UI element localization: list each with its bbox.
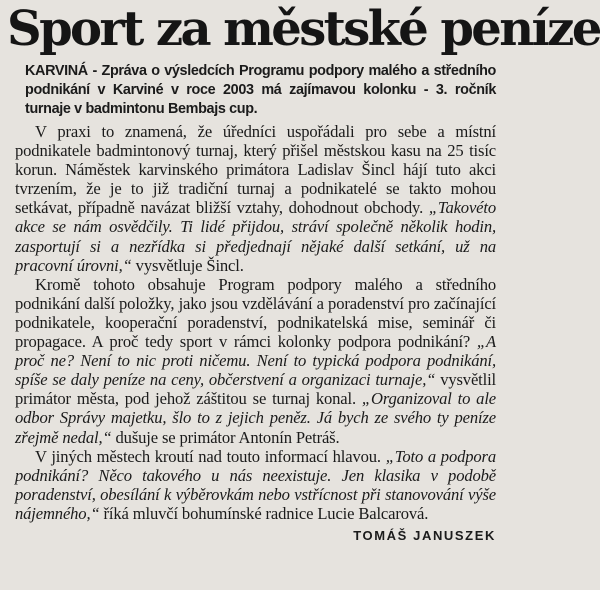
paragraph-text: vysvětlil primátor města, pod jehož záštitou se turnaj konal.	[15, 370, 496, 409]
paragraph-text: říká mluvčí bohumínské radnice Lucie Balcarová.	[99, 503, 429, 523]
quote-text: „Organizoval to ale odbor Správy majetku, šlo to z jejich peněz. Já bych ze svého ty peníze zřejmě nedal,“	[15, 389, 496, 447]
quote-text: „Toto a podpora podnikání? Něco takového u nás neexistuje. Jen klasika v podobě poradenství, obesílání k výběrovkám nebo vstřícnost při stanovování výše nájemného,“	[15, 446, 496, 523]
quote-text: „Takovéto akce se nám osvědčily. Ti lidé přijdou, stráví společně několik hodin, zasportují si a nezřídka si předjednají nějaké další setkání, už na pracovní úrovni,“	[15, 198, 496, 275]
paragraph-text: dušuje se primátor Antonín Petráš.	[111, 427, 340, 447]
paragraph-3	[15, 446, 496, 543]
article-lead	[25, 62, 496, 119]
paragraph-text: V praxi to znamená, že úředníci uspořádali pro sebe a místní podnikatele badmintonový turnaj, který přišel městskou kasu na 25 tisíc korun. Náměstek karvinského primátora Ladislav Šincl hájí tuto akci tvrzením, že je to již tradiční turnaj a podnikatelé se takto mohou setkávat, případně navázat bližší vztahy, dohodnout obchody.	[15, 122, 496, 218]
quote-text: „A proč ne? Není to nic proti ničemu. Není to typická podpora podnikání, spíše se daly peníze na ceny, občerstvení a organizaci turnaje,“	[15, 332, 496, 390]
article-headline: Sport za městské peníze	[7, 1, 600, 57]
paragraph-text: Kromě tohoto obsahuje Program podpory malého a středního podnikání další položky, jako jsou vzdělávání a poradenství pro začínající podnikatele, kooperační poradenství, podnikatelská mise, seminář či propagace. A proč tedy sport v rámci kolonky podpora podnikání?	[15, 274, 496, 352]
paragraph-1	[15, 122, 496, 275]
lead-text: - Zpráva o výsledcích Programu podpory malého a středního podnikání v Karviné v roce 2003 má zajímavou kolonku - 3. ročník turnaje v badmintonu Bembajs cup.	[25, 63, 496, 117]
article-body	[15, 122, 496, 543]
article-author: TOMÁŠ JANUSZEK	[353, 527, 496, 543]
paragraph-text: vysvětluje Šincl.	[131, 255, 244, 275]
lead-dateline: KARVINÁ	[25, 63, 88, 79]
paragraph-text: V jiných městech kroutí nad touto informací hlavou.	[35, 446, 386, 466]
paragraph-2	[15, 275, 496, 447]
